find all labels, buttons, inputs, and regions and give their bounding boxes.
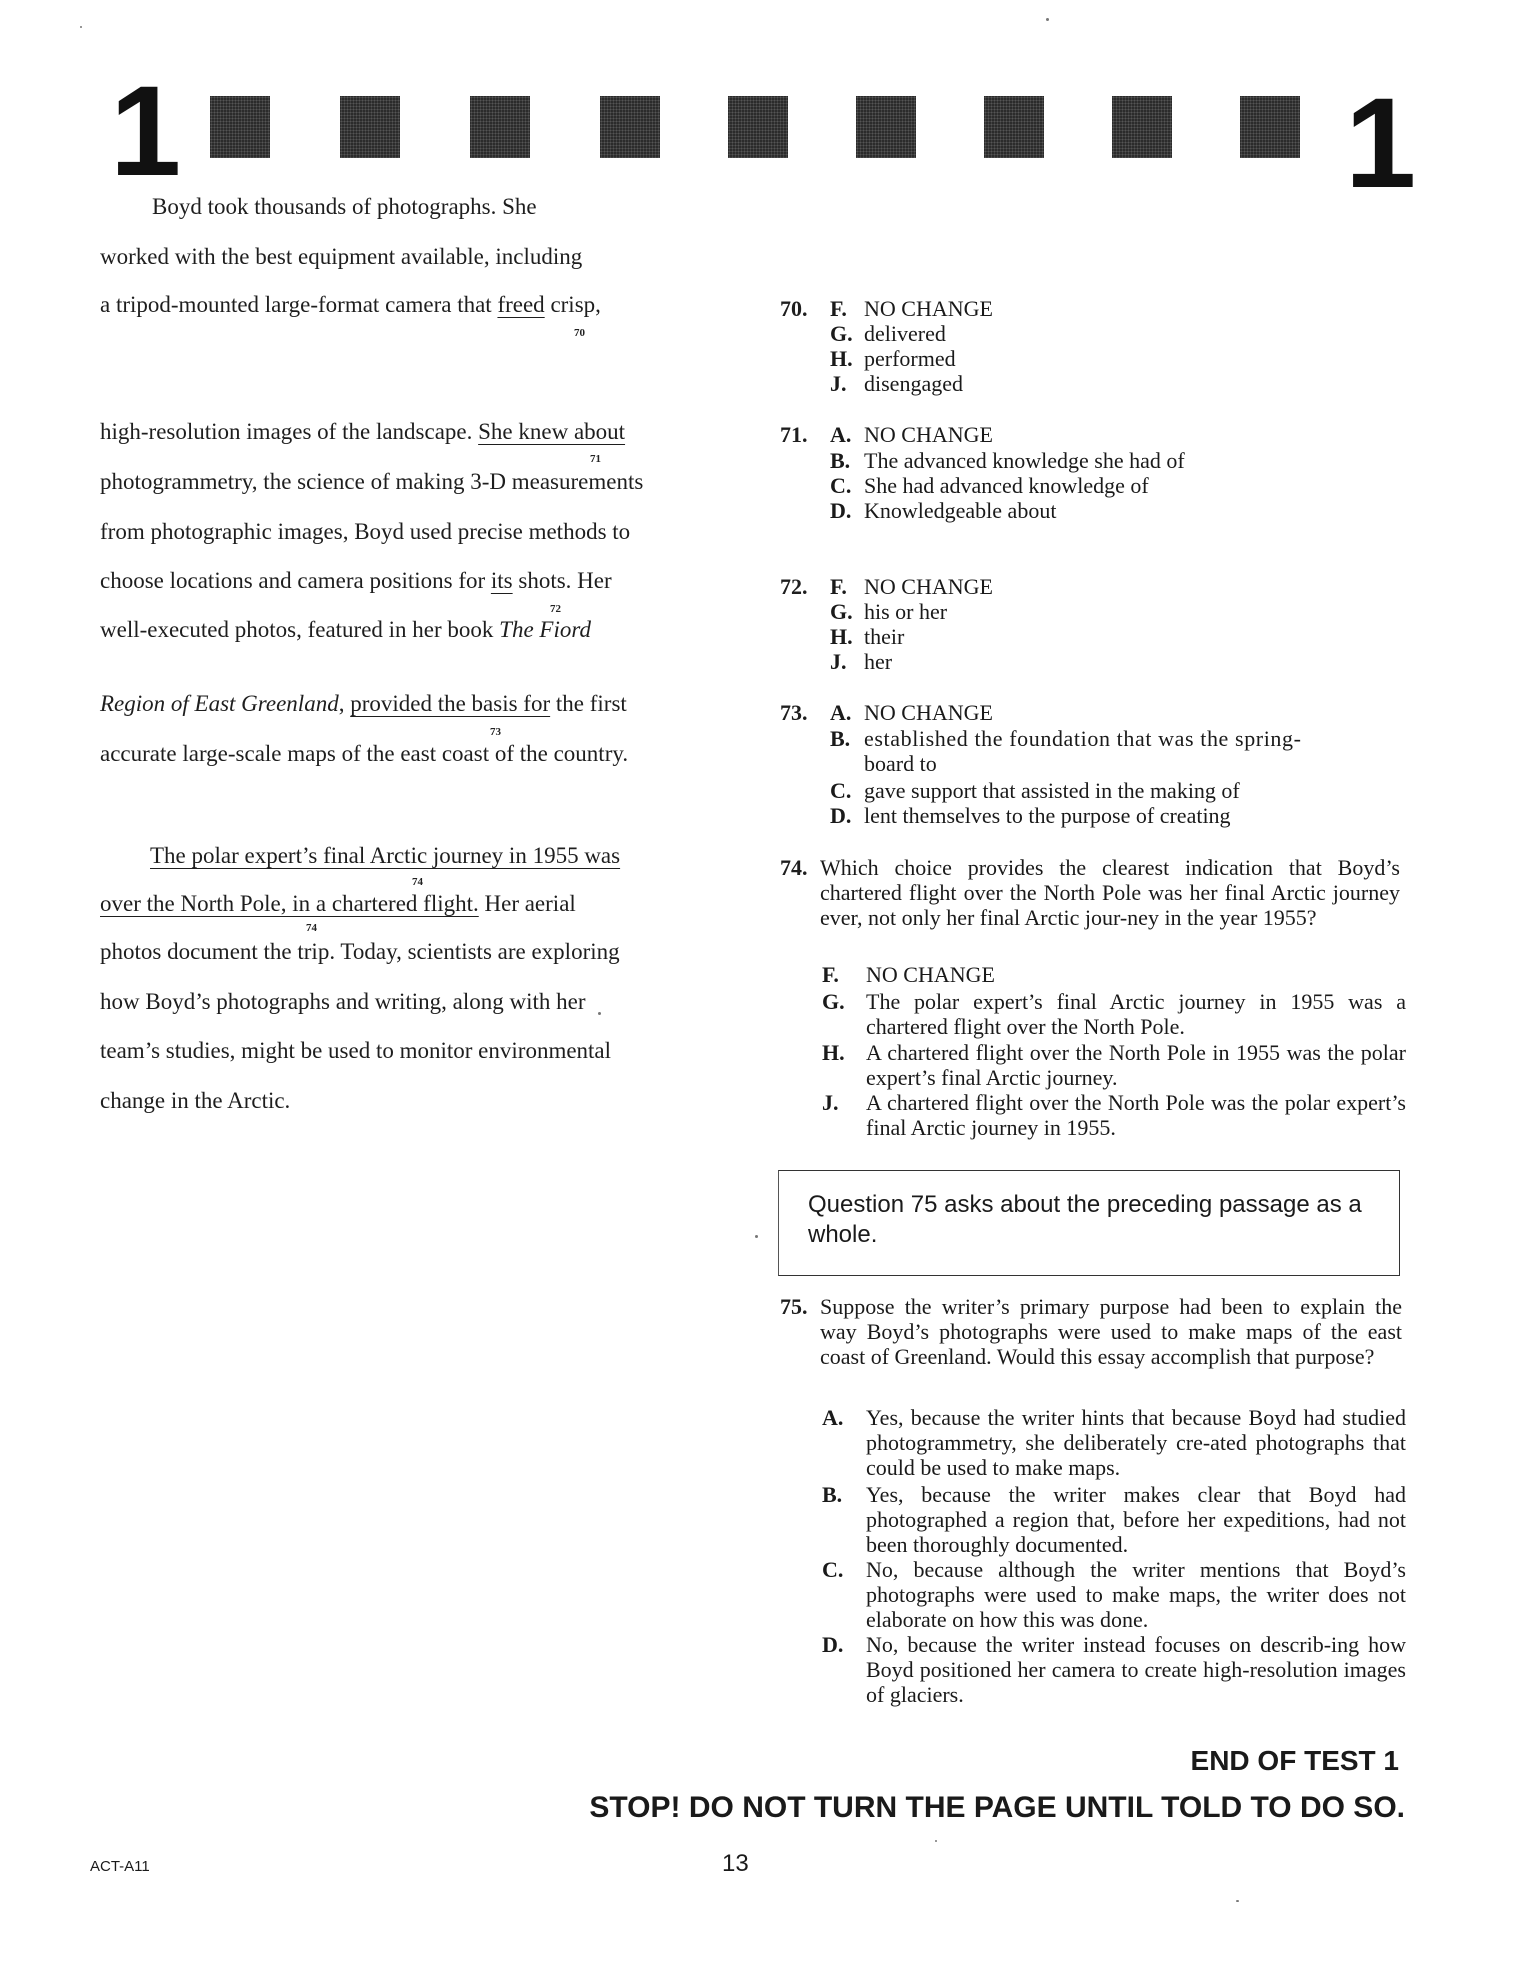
option-72-j[interactable] (830, 649, 892, 674)
option-72-f[interactable] (830, 574, 993, 599)
passage-line (100, 690, 627, 718)
ref-74: 74 (412, 876, 423, 888)
passage-line: how Boyd’s photographs and writing, along with her (100, 989, 586, 1014)
option-72-h[interactable] (830, 624, 904, 649)
option-73-c[interactable] (830, 778, 1240, 803)
option-text: A chartered flight over the North Pole in 1955 was the polar expert’s final Arctic journey. (866, 1040, 1406, 1090)
underlined-71: She knew about (478, 419, 626, 444)
option-letter: G. (822, 989, 845, 1014)
option-74-h[interactable] (822, 1040, 1406, 1090)
option-letter: J. (830, 371, 847, 396)
passage-line (150, 842, 620, 870)
book-title: Region of East Greenland (100, 691, 339, 716)
scan-speck (80, 26, 82, 28)
header-block (1112, 96, 1172, 158)
underlined-73: provided the basis for (350, 691, 551, 716)
passage-line (100, 291, 601, 319)
option-text: established the foundation that was the spring- (864, 726, 1302, 751)
passage-text: a tripod-mounted large-format camera that (100, 292, 492, 317)
header-block (340, 96, 400, 158)
option-text: NO CHANGE (866, 962, 995, 987)
question-number: 70. (780, 296, 808, 321)
question-75-number (780, 1294, 808, 1319)
ref-74: 74 (306, 922, 317, 934)
option-text: NO CHANGE (864, 422, 993, 447)
passage-line (100, 567, 612, 595)
option-letter: B. (822, 1482, 843, 1507)
end-of-test: END OF TEST 1 (1190, 1745, 1399, 1776)
option-letter: F. (822, 962, 839, 987)
question-73 (780, 700, 808, 725)
scan-speck (598, 1012, 601, 1015)
header-block (1240, 96, 1300, 158)
header-block (600, 96, 660, 158)
header-block (470, 96, 530, 158)
underlined-70: freed (497, 292, 545, 317)
passage-text: shots. Her (512, 568, 612, 593)
option-71-b[interactable] (830, 448, 1185, 473)
option-71-d[interactable] (830, 498, 1056, 523)
option-text: her (864, 649, 893, 674)
page-number: 13 (722, 1850, 749, 1877)
option-letter: A. (830, 700, 852, 725)
passage-line: worked with the best equipment available, including (100, 244, 583, 269)
option-71-a[interactable] (830, 422, 993, 447)
option-letter: D. (822, 1632, 844, 1657)
option-letter: B. (830, 726, 851, 751)
ref-70: 70 (574, 327, 585, 339)
option-letter: H. (830, 346, 853, 371)
option-text: NO CHANGE (864, 574, 993, 599)
option-74-j[interactable] (822, 1090, 1406, 1140)
header-block (210, 96, 270, 158)
question-number: 74. (780, 855, 808, 880)
option-text: NO CHANGE (864, 700, 993, 725)
passage-line: team’s studies, might be used to monitor environmental (100, 1038, 612, 1063)
passage-text: the first (550, 691, 627, 716)
ref-71: 71 (590, 453, 601, 465)
option-text: Knowledgeable about (864, 498, 1057, 523)
option-text: She had advanced knowledge of (864, 473, 1149, 498)
option-75-a[interactable] (822, 1405, 1406, 1480)
option-text: No, because although the writer mentions that Boyd’s photographs were used to make maps, the writer does not elaborate on how this was done. (866, 1557, 1406, 1632)
option-70-g[interactable] (830, 321, 946, 346)
option-73-a[interactable] (830, 700, 993, 725)
option-letter: C. (822, 1557, 844, 1582)
scan-speck (1046, 18, 1049, 21)
option-text: A chartered flight over the North Pole was the polar expert’s final Arctic journey in 1955. (866, 1090, 1406, 1140)
option-75-d[interactable] (822, 1632, 1406, 1707)
header-block (728, 96, 788, 158)
option-70-f[interactable] (830, 296, 993, 321)
option-73-b[interactable] (830, 726, 1400, 776)
question-number: 75. (780, 1294, 808, 1319)
option-letter: D. (830, 498, 852, 523)
option-letter: A. (822, 1405, 844, 1430)
question-74-number (780, 855, 808, 880)
passage-line: photos document the trip. Today, scientists are exploring (100, 939, 620, 964)
option-75-b[interactable] (822, 1482, 1406, 1557)
option-letter: B. (830, 448, 851, 473)
option-letter: J. (830, 649, 847, 674)
option-text: board to (864, 751, 937, 776)
form-code: ACT-A11 (90, 1858, 150, 1875)
option-text: Yes, because the writer hints that because Boyd had studied photogrammetry, she deliberately cre-ated photographs that could be used to make maps. (866, 1405, 1406, 1480)
option-73-d[interactable] (830, 803, 1231, 828)
stop-notice: STOP! DO NOT TURN THE PAGE UNTIL TOLD TO DO SO. (589, 1791, 1405, 1824)
option-letter: H. (830, 624, 853, 649)
option-letter: A. (830, 422, 852, 447)
instruction-text: Question 75 asks about the preceding passage as a whole. (808, 1191, 1362, 1248)
option-letter: F. (830, 296, 847, 321)
section-number-right: 1 (1345, 72, 1417, 215)
book-title: The Fiord (499, 617, 591, 642)
option-letter: F. (830, 574, 847, 599)
passage-line: Boyd took thousands of photographs. She (152, 194, 537, 219)
passage-line (100, 616, 591, 644)
passage-line: accurate large-scale maps of the east coast of the country. (100, 741, 629, 766)
option-text: The polar expert’s final Arctic journey in 1955 was a chartered flight over the North Pole. (866, 989, 1406, 1039)
underlined-74: The polar expert’s final Arctic journey in 1955 was (150, 843, 621, 868)
section-number-left: 1 (110, 60, 182, 203)
passage-text: , (338, 691, 345, 716)
option-text: gave support that assisted in the making of (864, 778, 1240, 803)
scan-speck (755, 1235, 758, 1238)
scan-speck (935, 1840, 937, 1842)
option-letter: J. (822, 1090, 839, 1115)
ref-72: 72 (550, 603, 561, 615)
question-number: 71. (780, 422, 808, 447)
option-letter: C. (830, 778, 852, 803)
option-letter: D. (830, 803, 852, 828)
underlined-74: over the North Pole, in a chartered flight. (100, 891, 479, 916)
option-70-j[interactable] (830, 371, 963, 396)
option-70-h[interactable] (830, 346, 956, 371)
option-text: Yes, because the writer makes clear that Boyd had photographed a region that, before her expeditions, had not been thoroughly documented. (866, 1482, 1406, 1557)
option-text: his or her (864, 599, 948, 624)
option-text: disengaged (864, 371, 963, 396)
option-text: their (864, 624, 905, 649)
option-letter: G. (830, 321, 853, 346)
option-71-c[interactable] (830, 473, 1149, 498)
scan-speck (1236, 1900, 1239, 1902)
passage-line: from photographic images, Boyd used precise methods to (100, 519, 631, 544)
option-text: performed (864, 346, 956, 371)
header-block (856, 96, 916, 158)
underlined-72: its (490, 568, 513, 593)
option-text: No, because the writer instead focuses on describ-ing how Boyd positioned her camera to create high-resolution images of glaciers. (866, 1632, 1406, 1707)
option-letter: H. (822, 1040, 845, 1065)
passage-text: Her aerial (478, 891, 576, 916)
option-74-g[interactable] (822, 989, 1406, 1039)
question-74-stem: Which choice provides the clearest indication that Boyd’s chartered flight over the North Pole was her final Arctic journey ever, not only her final Arctic jour-ney in the year 1955? (820, 855, 1400, 930)
option-text: NO CHANGE (864, 296, 993, 321)
option-72-g[interactable] (830, 599, 947, 624)
option-letter: C. (830, 473, 852, 498)
passage-line (100, 890, 576, 918)
question-72 (780, 574, 808, 599)
passage-line: photogrammetry, the science of making 3-D measurements (100, 469, 644, 494)
passage-text: high-resolution images of the landscape. (100, 419, 473, 444)
option-letter: G. (830, 599, 853, 624)
header-block (984, 96, 1044, 158)
question-75-stem: Suppose the writer’s primary purpose had been to explain the way Boyd’s photographs were used to make maps of the east coast of Greenland. Would this essay accomplish that purpose? (820, 1294, 1402, 1369)
option-74-f[interactable] (822, 962, 1402, 987)
passage-line: change in the Arctic. (100, 1088, 291, 1113)
question-70 (780, 296, 808, 321)
option-text: lent themselves to the purpose of creating (864, 803, 1231, 828)
passage-text: well-executed photos, featured in her book (100, 617, 494, 642)
passage-text: choose locations and camera positions for (100, 568, 486, 593)
question-number: 73. (780, 700, 808, 725)
option-75-c[interactable] (822, 1557, 1406, 1632)
question-71 (780, 422, 808, 447)
option-text: The advanced knowledge she had of (864, 448, 1185, 473)
passage-text: crisp, (544, 292, 601, 317)
option-text: delivered (864, 321, 946, 346)
question-number: 72. (780, 574, 808, 599)
passage-line (100, 418, 625, 446)
ref-73: 73 (490, 726, 501, 738)
